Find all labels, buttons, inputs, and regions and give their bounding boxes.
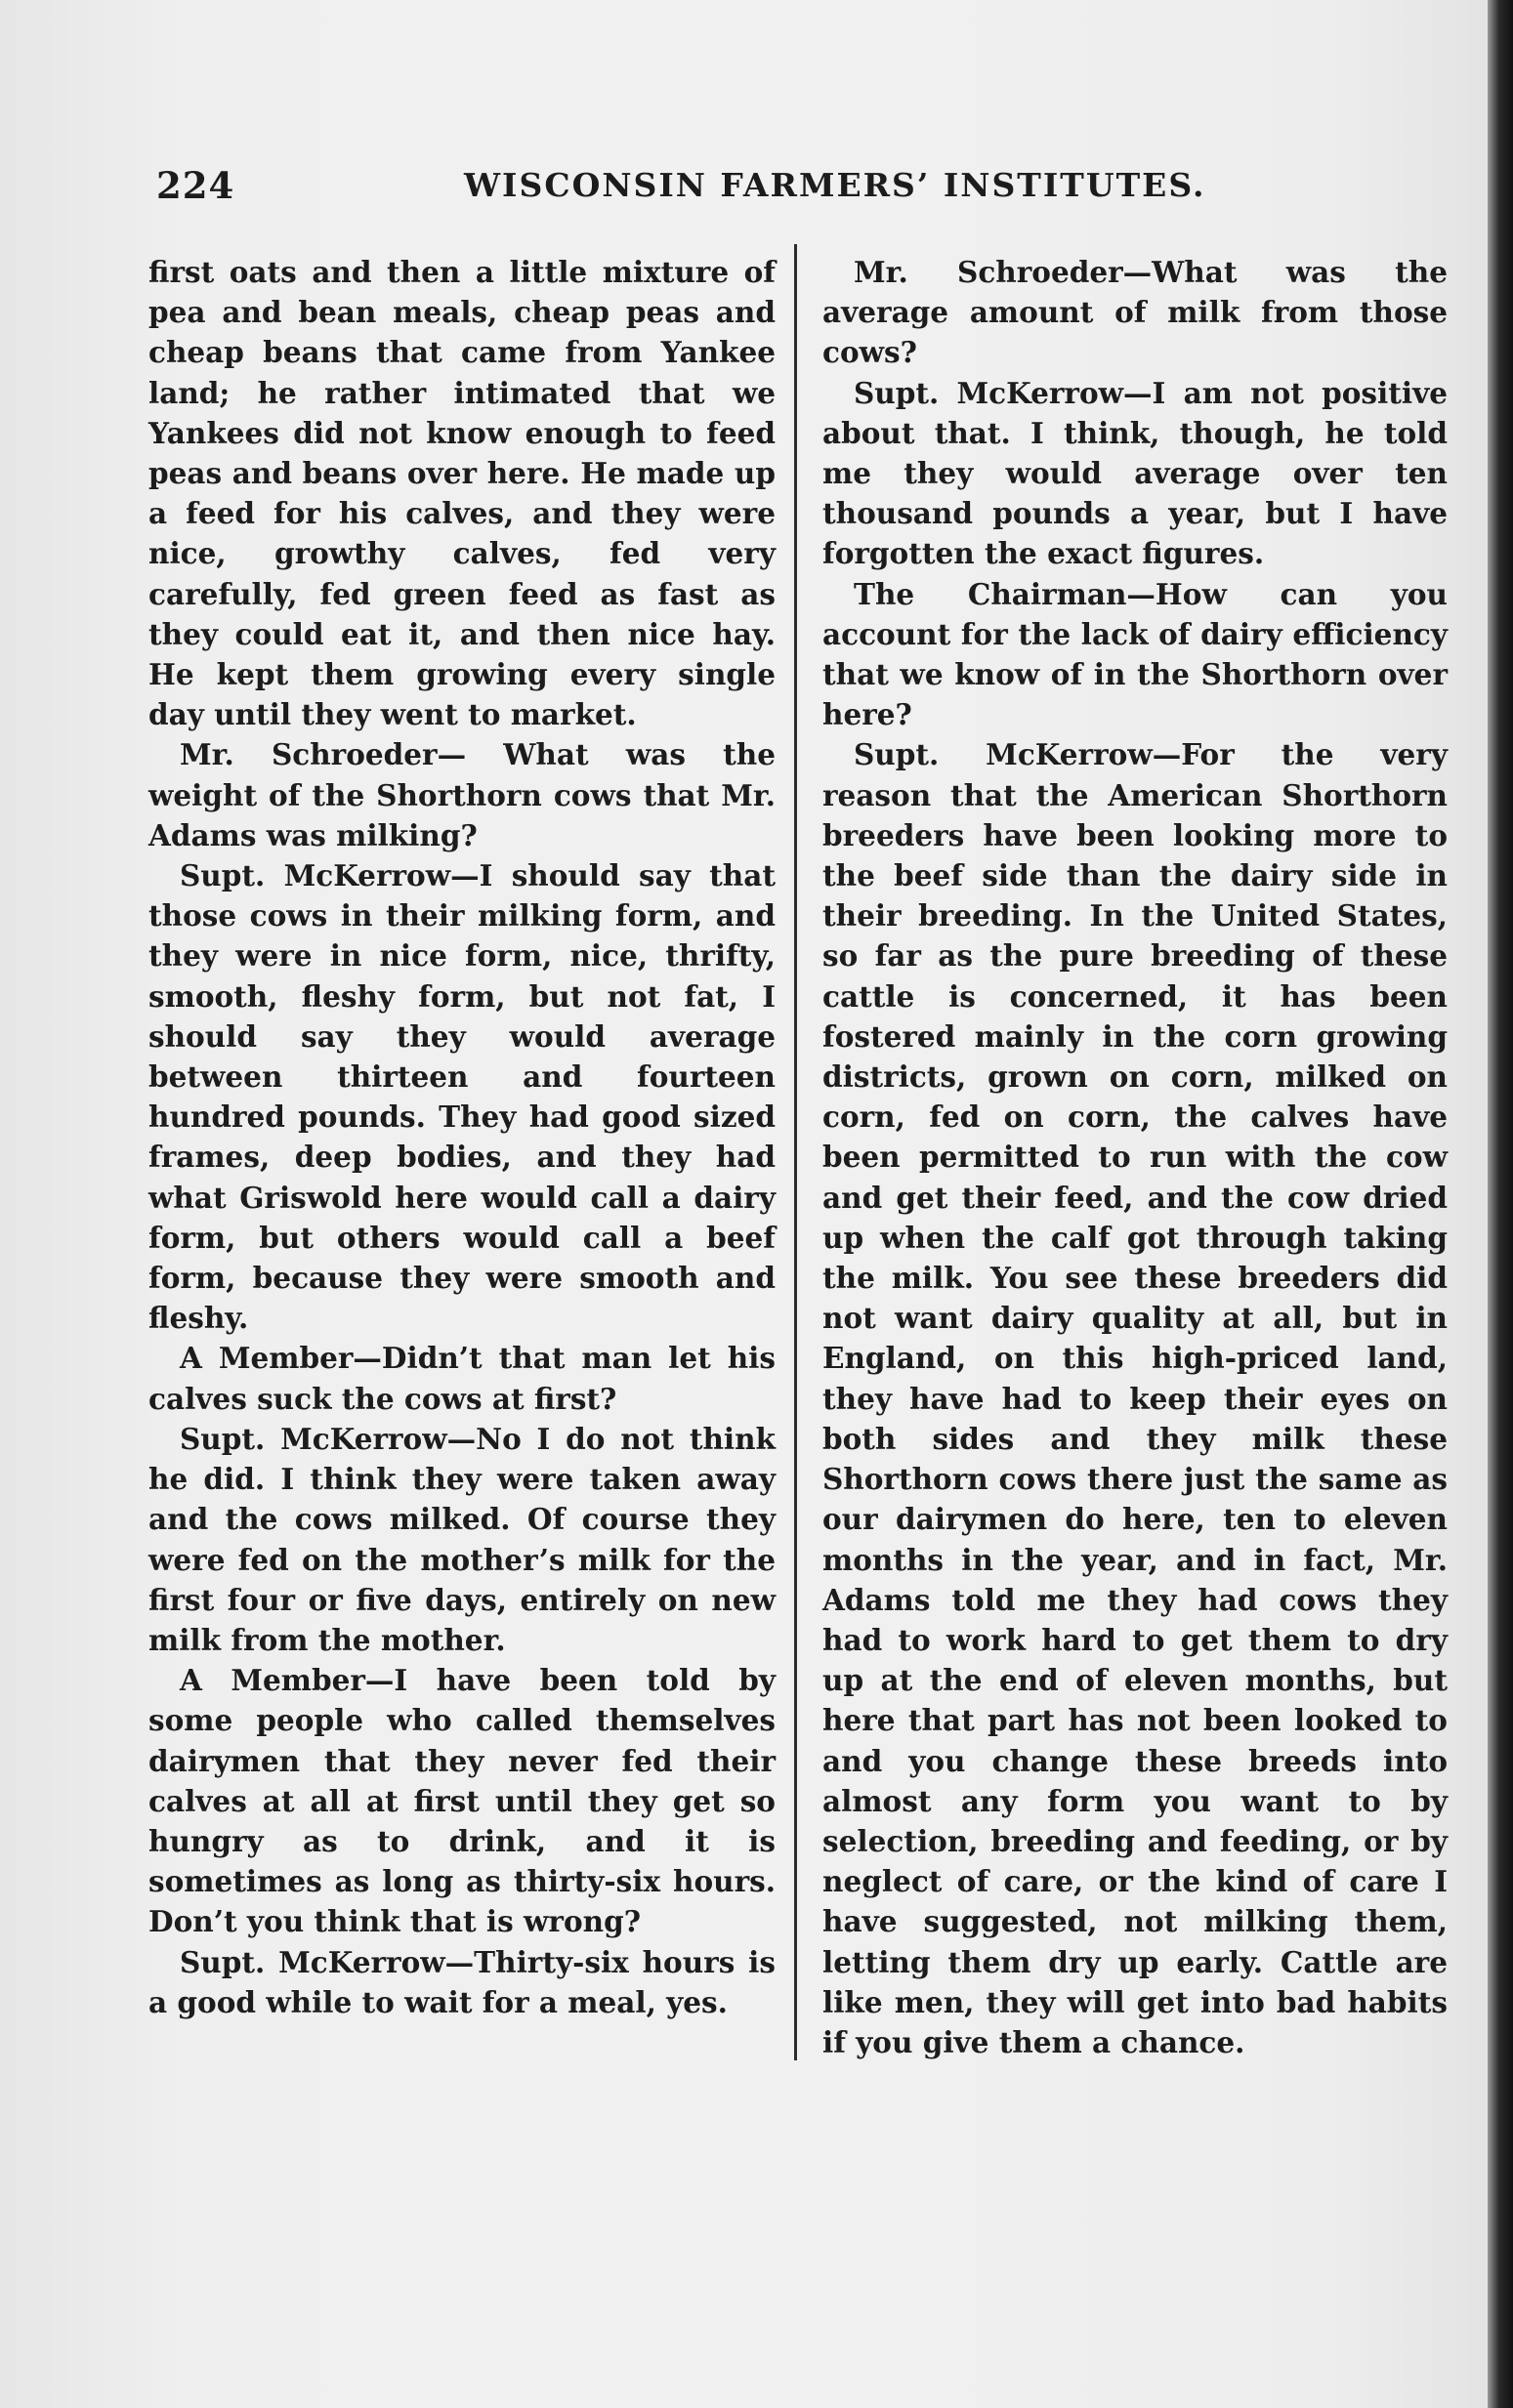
paragraph: A Member—I have been told by some people who called themselves dairymen that they never fed their calves at all at first until they get so hungry as to drink, and it is sometimes as long as thirty-six hours. Don’t you think that is wrong?: [148, 1663, 776, 1939]
page-edge-shadow: [1488, 0, 1513, 2408]
paragraph: Mr. Schroeder—What was the average amount of milk from those cows?: [822, 255, 1448, 370]
page-number: 224: [156, 164, 235, 207]
page-header: [156, 164, 1309, 213]
running-head: WISCONSIN FARMERS’ INSTITUTES.: [464, 166, 1206, 204]
left-column: [148, 252, 776, 2022]
paragraph: A Member—Didn’t that man let his calves suck the cows at first?: [148, 1341, 776, 1416]
paragraph: The Chairman—How can you account for the lack of dairy efficiency that we know of in the Shorthorn over here?: [822, 576, 1448, 732]
paragraph: Supt. McKerrow—For the very reason that the American Shorthorn breeders have been looking more to the beef side than the dairy side in their breeding. In the United States, so far as the pure breeding of these cattle is concerned, it has been fostered mainly in the corn growing districts, grown on corn, milked on corn, fed on corn, the calves have been permitted to run with the cow and get their feed, and the cow dried up when the calf got through taking the milk. You see these breeders did not want dairy quality at all, but in England, on this high-priced land, they have had to keep their eyes on both sides and they milk these Shorthorn cows there just the same as our dairymen do here, ten to eleven months in the year, and in fact, Mr. Adams told me they had cows they had to work hard to get them to dry up at the end of eleven months, but here that part has not been looked to and you change these breeds into almost any form you want to by selection, breeding and feeding, or by neglect of care, or the kind of care I have suggested, not milking them, letting them dry up early. Cattle are like men, they will get into bad habits if you give them a chance.: [822, 737, 1448, 2059]
paragraph: Mr. Schroeder— What was the weight of the Shorthorn cows that Mr. Adams was milking?: [148, 737, 776, 852]
paragraph: Supt. McKerrow—I should say that those cows in their milking form, and they were in nice form, nice, thrifty, smooth, fleshy form, but not fat, I should say they would average between thirteen and fourteen hundred pounds. They had good sized frames, deep bodies, and they had what Griswold here would call a dairy form, but others would call a beef form, because they were smooth and fleshy.: [148, 858, 776, 1336]
paragraph: Supt. McKerrow—No I do not think he did. I think they were taken away and the cows milked. Of course they were fed on the mother’s milk for the first four or five days, entirely on new milk from the mother.: [148, 1421, 776, 1657]
paragraph: Supt. McKerrow—Thirty-six hours is a good while to wait for a meal, yes.: [148, 1944, 776, 2019]
paragraph: Supt. McKerrow—I am not positive about that. I think, though, he told me they would average over ten thousand pounds a year, but I have forgotten the exact figures.: [822, 375, 1448, 571]
right-column: [822, 252, 1448, 2062]
column-divider: [794, 244, 797, 2060]
paragraph: first oats and then a little mixture of pea and bean meals, cheap peas and cheap beans that came from Yankee land; he rather intimated that we Yankees did not know enough to feed peas and beans over here. He made up a feed for his calves, and they were nice, growthy calves, fed very carefully, fed green feed as fast as they could eat it, and then nice hay. He kept them growing every single day until they went to market.: [148, 255, 776, 732]
